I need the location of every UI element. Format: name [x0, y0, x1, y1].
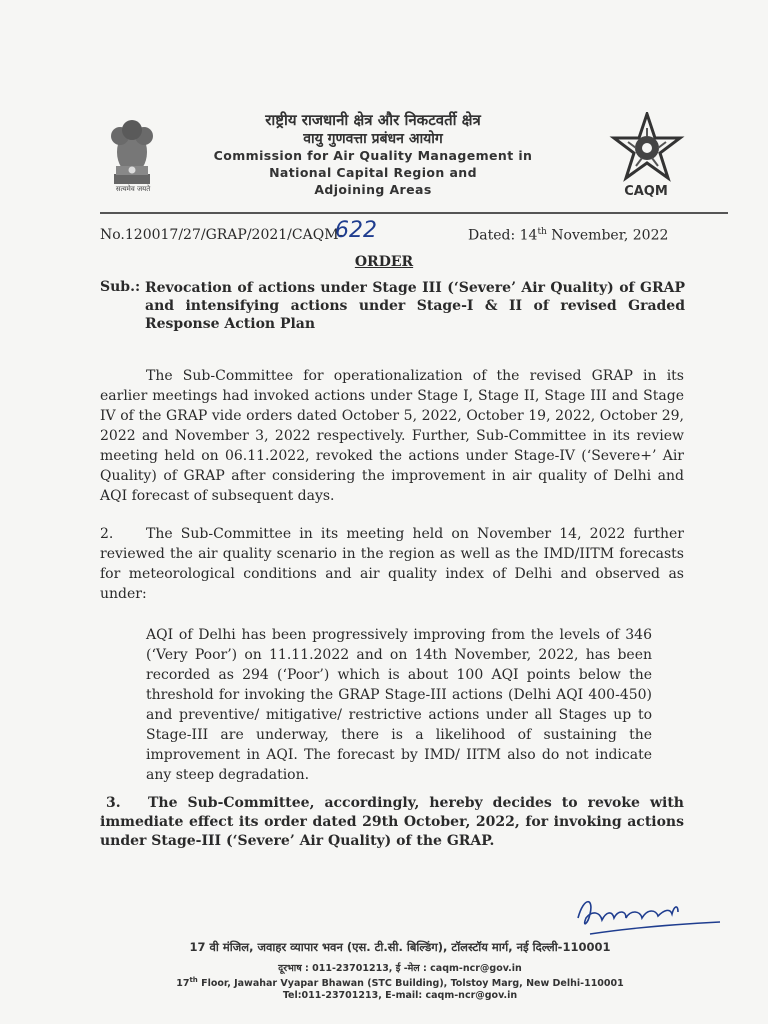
header-english-line-1: Commission for Air Quality Management in — [213, 148, 533, 163]
handwritten-reference-number: 622 — [335, 218, 377, 243]
header-divider — [100, 212, 728, 214]
footer-address-sup: th — [189, 976, 198, 984]
subject-text: Revocation of actions under Stage III (‘Severe’ Air Quality) of GRAP and intensifying actions under Stage-I & II of revised Graded Response Action Plan — [145, 280, 685, 332]
header-english-line-2: National Capital Region and — [269, 165, 477, 180]
header-english-line-3: Adjoining Areas — [314, 182, 432, 197]
signature-icon — [560, 888, 730, 944]
logo-text: CAQM — [624, 184, 668, 199]
reference-number: No.120017/27/GRAP/2021/CAQM- — [100, 227, 344, 243]
header-hindi-line-2: वायु गुणवत्ता प्रबंधन आयोग — [303, 131, 443, 147]
paragraph-2-text: The Sub-Committee in its meeting held on November 14, 2022 further reviewed the air quality scenario in the region as well as the IMD/IITM forecasts for meteorological conditions and air quality index of Delhi and observed as under: — [100, 526, 684, 602]
paragraph-3-number: 3. — [106, 795, 121, 811]
footer-english-address — [150, 976, 650, 989]
footer-english-contact: Tel:011-23701213, E-mail: caqm-ncr@gov.in — [282, 990, 518, 1001]
header-hindi-line-1: राष्ट्रीय राजधानी क्षेत्र और निकटवर्ती क्षेत्र — [265, 111, 481, 129]
footer-hindi-contact: दूरभाष : 011-23701213, ई -मेल : caqm-ncr@gov.in — [278, 963, 522, 974]
footer-hindi-address: 17 वी मंजिल, जवाहर व्यापार भवन (एस. टी.सी. बिल्डिंग), टॉलस्टॉय मार्ग, नई दिल्ली-110001 — [189, 940, 611, 954]
date-suffix: November, 2022 — [546, 227, 669, 244]
paragraph-3-text: The Sub-Committee, accordingly, hereby decides to revoke with immediate effect its order dated 29th October, 2022, for invoking actions under Stage-III (‘Severe’ Air Quality) of the GRAP. — [100, 795, 684, 849]
paragraph-2-number: 2. — [100, 526, 114, 542]
paragraph-1: The Sub-Committee for operationalization of the revised GRAP in its earlier meetings had invoked actions under Stage I, Stage II, Stage III and Stage IV of the GRAP vide orders dated October 5, 2022, October 19, 2022, October 29, 2022 and November 3, 2022 respectively. Further, Sub-Committee in its review meeting held on 06.11.2022, revoked the actions under Stage-IV (‘Severe+’ Air Quality) of GRAP after considering the improvement in air quality of Delhi and AQI forecast of subsequent days. — [100, 368, 684, 504]
date-prefix: Dated: 14 — [468, 227, 538, 244]
footer-address-pre: 17 — [176, 978, 190, 990]
footer-address-post: Floor, Jawahar Vyapar Bhawan (STC Building), Tolstoy Marg, New Delhi-110001 — [197, 978, 624, 990]
paragraph-3 — [100, 794, 684, 851]
subject-label: Sub.: — [100, 279, 141, 295]
observation-quote: AQI of Delhi has been progressively improving from the levels of 346 (‘Very Poor’) on 11.11.2022 and on 14th November, 2022, has been recorded as 294 (‘Poor’) which is about 100 AQI points below the threshold for invoking the GRAP Stage-III actions (Delhi AQI 400-450) and preventive/ mitigative/ restrictive actions under all Stages up to Stage-III are underway, there is a likelihood of sustaining the improvement in AQI. The forecast by IMD/ IITM also do not indicate any steep degradation. — [146, 627, 652, 783]
order-date — [468, 227, 668, 244]
emblem-motto: सत्यमेव जयते — [115, 185, 151, 193]
date-sup: th — [537, 227, 547, 237]
order-title: ORDER — [354, 254, 414, 270]
national-emblem-icon — [96, 114, 168, 192]
paragraph-2 — [100, 524, 684, 604]
